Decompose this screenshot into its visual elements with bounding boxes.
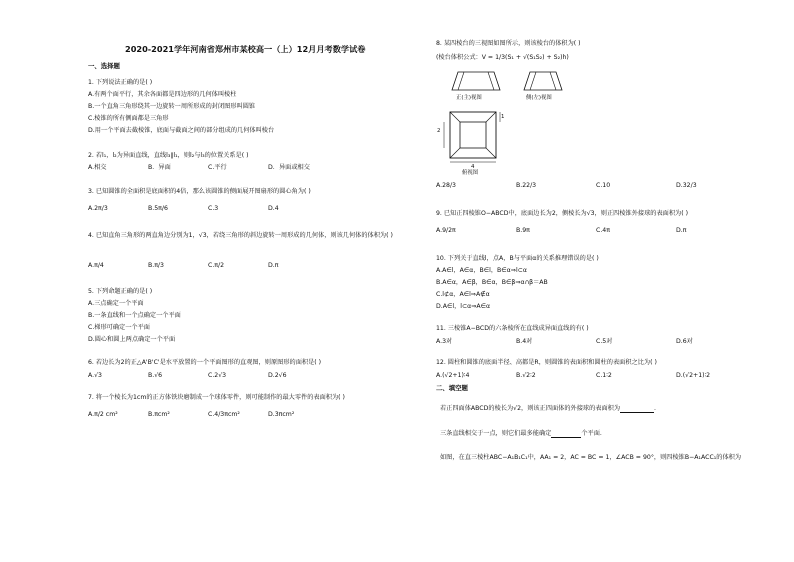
q2-option-b: B．异面 xyxy=(148,164,171,171)
q9-stem: 9. 已知正四棱锥O−ABCD中，底面边长为2，侧棱长为√3，则正四棱锥外接球的表面积为( ) xyxy=(436,210,688,217)
q9-option-d: D.π xyxy=(676,227,687,234)
q8-side-view-figure xyxy=(522,70,564,92)
q12-stem: 12. 圆柱和圆锥的底面半径、高都是R，则圆锥的表面积和圆柱的表面积之比为( ) xyxy=(436,359,657,366)
q8-top-view-label: 俯视图 xyxy=(462,170,479,176)
q10-option-d: D.A∈l，l⊂α⇒A∈α xyxy=(436,303,491,310)
q3-option-c: C.3 xyxy=(208,205,219,212)
q6-option-b: B.√6 xyxy=(148,372,163,379)
q4-option-c: C.π/2 xyxy=(208,262,225,269)
q5-option-d: D.圆心和圆上两点确定一个平面 xyxy=(88,336,176,343)
q7-options xyxy=(88,411,328,419)
q8-option-a: A.28/3 xyxy=(436,182,456,189)
q1-stem: 1. 下列说法正确的是( ) xyxy=(88,79,153,86)
exam-title: 2020-2021学年河南省郑州市某校高一（上）12月月考数学试卷 xyxy=(125,44,366,54)
q4-option-a: A.π/4 xyxy=(88,262,104,269)
q8-option-d: D.32/3 xyxy=(676,182,697,189)
q6-stem: 6. 若边长为2的正△A'B'C'是水平放置的一个平面图形的直观图，则原图形的面积是( ) xyxy=(88,359,322,366)
q7-option-b: B.πcm² xyxy=(148,411,170,418)
q11-option-b: B.4对 xyxy=(516,338,533,345)
q2-options xyxy=(88,164,328,172)
q1-option-c: C.棱锥的所有侧面都是三角形 xyxy=(88,115,169,122)
section-choice: 一、选择题 xyxy=(88,62,120,70)
q6-option-c: C.2√3 xyxy=(208,372,227,379)
q8-top-view-figure xyxy=(440,108,506,166)
q8-options xyxy=(436,182,756,190)
fill-q3: 如图，在直三棱柱ABC−A₁B₁C₁中，AA₁ = 2，AC = BC = 1，∠ACB = 90°，则四棱锥B−A₁ACC₁的体积为 xyxy=(440,454,742,461)
q9-options xyxy=(436,227,756,235)
q7-option-d: D.3πcm² xyxy=(268,411,295,418)
fill-q2-blank xyxy=(551,431,581,438)
q8-formula: (棱台体积公式：V = 1/3(S₁ + √(S₁S₂) + S₂)h) xyxy=(436,54,569,61)
q8-stem: 8. 某四棱台的三视图如图所示，则该棱台的体积为( ) xyxy=(436,40,581,47)
q10-option-c: C.l⊄α，A∈l⇒A∉α xyxy=(436,291,490,298)
fill-q1-text: 若正四面体ABCD的棱长为√2，则该正四面体的外接球的表面积为 xyxy=(440,405,621,412)
fill-q2 xyxy=(440,430,602,438)
q9-option-a: A.9/2π xyxy=(436,227,456,234)
q3-options xyxy=(88,205,328,213)
q3-option-a: A.2π/3 xyxy=(88,205,108,212)
q9-option-c: C.4π xyxy=(596,227,610,234)
q8-front-view-figure xyxy=(450,70,502,92)
q5-option-b: B.一条直线和一个点确定一个平面 xyxy=(88,312,181,319)
q10-stem: 10. 下列关于直线l，点A，B与平面α的关系推理错误的是( ) xyxy=(436,255,599,262)
q5-option-a: A.三点确定一个平面 xyxy=(88,300,144,307)
q6-options xyxy=(88,372,328,380)
q12-option-a: A.(√2+1)∶4 xyxy=(436,372,470,379)
q7-stem: 7. 将一个棱长为1cm的正方体铁块磨制成一个球体零件，则可能制作的最大零件的表面积为( ) xyxy=(88,394,345,401)
q5-stem: 5. 下列命题正确的是( ) xyxy=(88,288,153,295)
section-fill: 二、填空题 xyxy=(436,384,468,392)
q11-stem: 11. 三棱锥A−BCD的六条棱所在直线成异面直线的有( ) xyxy=(436,325,589,332)
q6-option-d: D.2√6 xyxy=(268,372,287,379)
q8-dim-1-label: 1 xyxy=(501,114,505,120)
q8-option-b: B.22/3 xyxy=(516,182,537,189)
q2-stem: 2. 若l₁，l₂为异面直线，直线l₃∥l₁，则l₂与l₃的位置关系是( ) xyxy=(88,152,249,159)
q12-options xyxy=(436,372,756,380)
q6-option-a: A.√3 xyxy=(88,372,102,379)
q8-dim-4-label: 4 xyxy=(471,164,475,170)
q4-option-b: B.π/3 xyxy=(148,262,164,269)
q11-options xyxy=(436,338,756,346)
fill-q1-period: . xyxy=(654,405,656,412)
q3-stem: 3. 已知圆锥的全面积是底面积的4倍，那么该圆锥的侧面展开图扇形的圆心角为( ) xyxy=(88,188,311,195)
q8-front-view-label: 正(主)视图 xyxy=(456,95,482,101)
q7-option-c: C.4/3πcm² xyxy=(208,411,240,418)
q10-option-b: B.A∈α，A∈β，B∈α，B∈β⇒α∩β＝AB xyxy=(436,279,548,286)
q9-option-b: B.9π xyxy=(516,227,530,234)
q11-option-d: D.6对 xyxy=(676,338,693,345)
q5-option-c: C.梯形可确定一个平面 xyxy=(88,324,150,331)
q4-options xyxy=(88,262,328,270)
q2-option-a: A.相交 xyxy=(88,164,107,171)
q1-option-a: A.有两个面平行，其余各面都是四边形的几何体叫棱柱 xyxy=(88,91,237,98)
q8-option-c: C.10 xyxy=(596,182,611,189)
q4-stem: 4. 已知直角三角形的两直角边分别为1，√3，若绕三角形的斜边旋转一周形成的几何体，则该几何体的体积为( ) xyxy=(88,232,393,239)
q3-option-d: D.4 xyxy=(268,205,279,212)
q12-option-d: D.(√2+1)∶2 xyxy=(676,372,711,379)
fill-q2-text-pre: 三条直线相交于一点，则它们最多能确定 xyxy=(440,430,552,437)
q3-option-b: B.5π/6 xyxy=(148,205,168,212)
q11-option-c: C.5对 xyxy=(596,338,613,345)
q10-option-a: A.A∈l，A∈α，B∈l，B∈α⇒l⊂α xyxy=(436,267,527,274)
q8-side-view-label: 侧(左)视图 xyxy=(526,95,552,101)
q1-option-d: D.用一个平面去截棱锥，底面与截面之间的部分组成的几何体叫棱台 xyxy=(88,127,275,134)
q11-option-a: A.3对 xyxy=(436,338,453,345)
q2-option-d: D．异面或相交 xyxy=(268,164,310,171)
q7-option-a: A.π/2 cm² xyxy=(88,411,118,418)
fill-q1 xyxy=(440,405,656,413)
fill-q2-text-post: 个平面. xyxy=(581,430,602,437)
q2-option-c: C.平行 xyxy=(208,164,227,171)
q1-option-b: B.一个直角三角形绕其一边旋转一周所形成的封闭图形叫圆锥 xyxy=(88,103,256,110)
q4-option-d: D.π xyxy=(268,262,279,269)
q8-dim-2-label: 2 xyxy=(437,128,441,134)
q12-option-b: B.√2∶2 xyxy=(516,372,536,379)
fill-q1-blank xyxy=(620,406,654,413)
q12-option-c: C.1∶2 xyxy=(596,372,612,379)
